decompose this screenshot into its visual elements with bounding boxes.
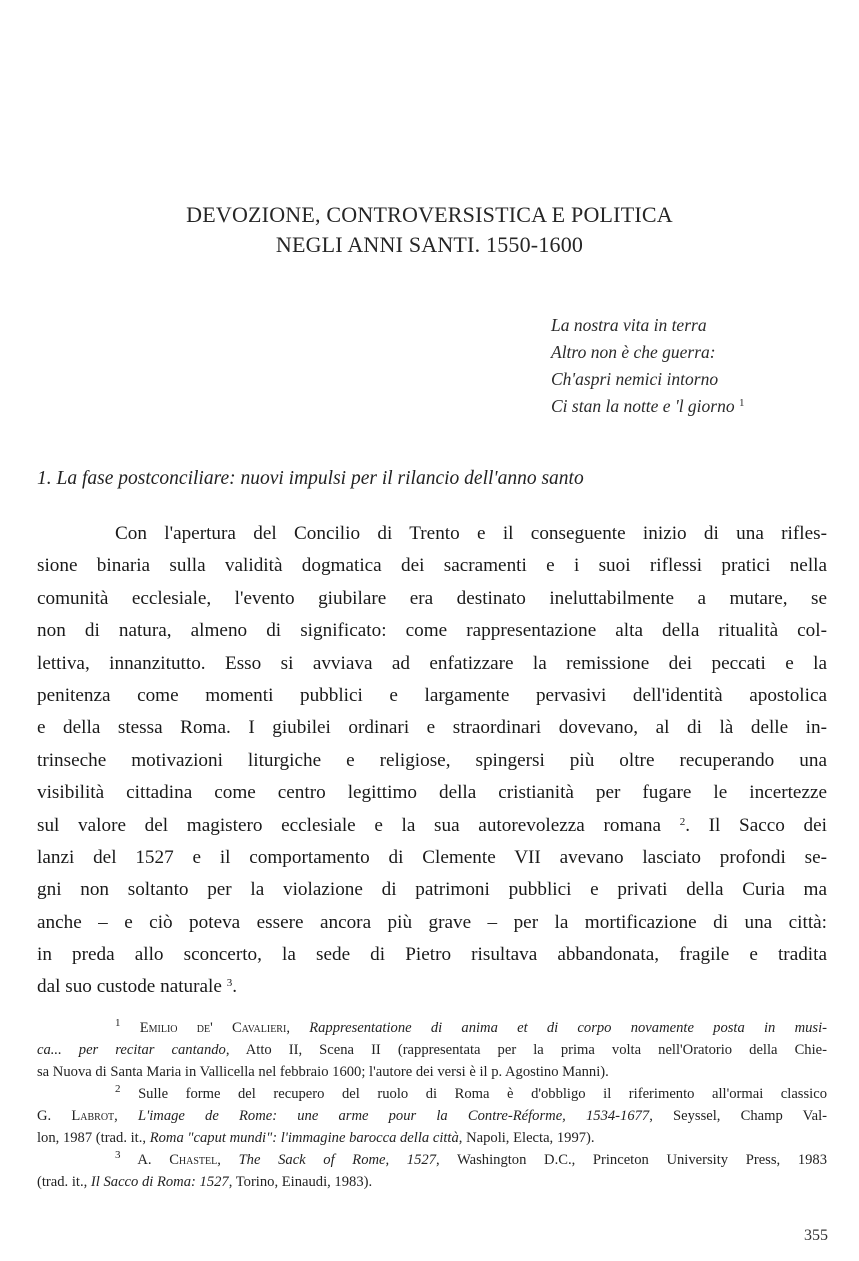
footnote-title: Rappresentatione di anima et di corpo novamente posta in musi- [309,1020,827,1036]
footnote-3 [37,1149,827,1193]
epigraph-line-text: Ci stan la notte e 'l giorno [551,396,735,416]
footnote-line [37,1039,827,1061]
footnote-ref-2[interactable]: 2 [679,815,686,828]
footnote-ref-3[interactable]: 3 [226,977,233,990]
epigraph-line: Altro non è che guerra: [551,342,716,362]
body-text: . [232,976,237,998]
body-line: in preda allo sconcerto, la sede di Pietro risultava abbandonata, fragile e tradita [37,944,827,966]
footnote-1 [37,1017,827,1083]
body-line: Con l'apertura del Concilio di Trento e il conseguente inizio di una rifles- [115,523,827,544]
footnote-text: , Torino, Einaudi, 1983). [228,1174,373,1190]
body-line: trinseche motivazioni liturgiche e religiose, spingersi più oltre recuperando una [37,749,827,771]
body-line: non di natura, almeno di significato: come rappresentazione alta della ritualità col- [37,620,827,642]
footnote-line [37,1083,827,1105]
body-line [37,810,827,842]
footnote-title: ca... per recitar cantando [37,1042,226,1058]
body-line: e della stessa Roma. I giubilei ordinari e straordinari dovevano, al di là delle in- [37,717,827,739]
footnote-text: , Atto II, Scena II (rappresentata per la prima volta nell'Oratorio della Chie- [225,1042,827,1058]
footnote-text: (trad. it., [37,1174,91,1190]
footnote-text: , Napoli, Electa, 1997). [458,1130,595,1146]
chapter-title [0,200,859,260]
footnote-text: lon, 1987 (trad. it., [37,1130,150,1146]
footnote-line [37,1149,827,1171]
body-line: comunità ecclesiale, l'evento giubilare era destinato ineluttabilmente a mutare, se [37,587,827,609]
footnote-title: Roma "caput mundi": l'immagine barocca della città [149,1130,459,1146]
body-paragraph [37,518,827,1004]
body-line: lanzi del 1527 e il comportamento di Clemente VII avevano lasciato profondi se- [37,846,827,868]
footnote-initial: A. [137,1152,170,1168]
footnote-line: sa Nuova di Santa Maria in Vallicella nel febbraio 1600; l'autore dei versi è il p. Agostino Manni). [37,1064,609,1080]
body-text: dal suo custode naturale [37,976,222,998]
footnote-ref-1[interactable]: 1 [738,397,745,409]
footnote-author: Chastel [169,1152,218,1168]
footnote-line [37,1171,827,1193]
footnote-text: , Seyssel, Champ Val- [649,1108,827,1124]
footnote-title: Il Sacco di Roma: 1527 [90,1174,229,1190]
body-line: lettiva, innanzitutto. Esso si avviava ad enfatizzare la remissione dei peccati e la [37,652,827,674]
footnote-author: Emilio de' Cavalieri [139,1020,287,1036]
footnote-number: 3 [115,1149,121,1161]
body-line: gni non soltanto per la violazione di patrimoni pubblici e privati della Curia ma [37,879,827,901]
footnote-initial: G. [37,1108,72,1124]
epigraph [551,312,851,420]
footnote-title: The Sack of Rome, 1527 [238,1152,436,1168]
footnote-2 [37,1083,827,1149]
epigraph-line: Ch'aspri nemici intorno [551,369,719,389]
page-number: 355 [804,1227,828,1244]
epigraph-line-last [551,393,851,420]
body-text: sul valore del magistero ecclesiale e la sua autorevolezza romana [37,814,662,836]
body-line: sione binaria sulla validità dogmatica dei sacramenti e i suoi riflessi pratici nella [37,555,827,577]
footnote-sep: , [114,1108,138,1124]
chapter-title-line-1: DEVOZIONE, CONTROVERSISTICA E POLITICA [186,202,673,227]
body-line: anche – e ciò poteva essere ancora più grave – per la mortificazione di una città: [37,911,827,933]
body-text: . Il Sacco dei [685,814,827,836]
footnote-line: $^1$ Emilio de' Cavalieri, Rappresentatione di anima et di corpo novamente posta in musi- [115,1017,827,1036]
footnote-text: Sulle forme del recupero del ruolo di Roma è d'obbligo il riferimento all'ormai classico [138,1086,827,1102]
footnote-author: Labrot [71,1108,115,1124]
footnote-number: 2 [115,1083,121,1095]
footnote-line [37,1127,827,1149]
footnote-line [37,1105,827,1127]
footnote-number: 1 [115,1017,121,1029]
chapter-title-line-2: NEGLI ANNI SANTI. 1550-1600 [275,232,584,257]
epigraph-line: La nostra vita in terra [551,315,707,335]
body-line: visibilità cittadina come centro legittimo della cristianità per fugare le incertezze [37,782,827,804]
body-line: penitenza come momenti pubblici e largamente pervasivi dell'identità apostolica [37,684,827,706]
footnote-sep: , [217,1152,239,1168]
footnotes [37,1017,827,1193]
body-line [37,971,827,1003]
section-heading: 1. La fase postconciliare: nuovi impulsi per il rilancio dell'anno santo [37,468,584,489]
footnote-title: L'image de Rome: une arme pour la Contre-Réforme, 1534-1677 [137,1108,650,1124]
footnote-text: , Washington D.C., Princeton University Press, 1983 [436,1152,828,1168]
